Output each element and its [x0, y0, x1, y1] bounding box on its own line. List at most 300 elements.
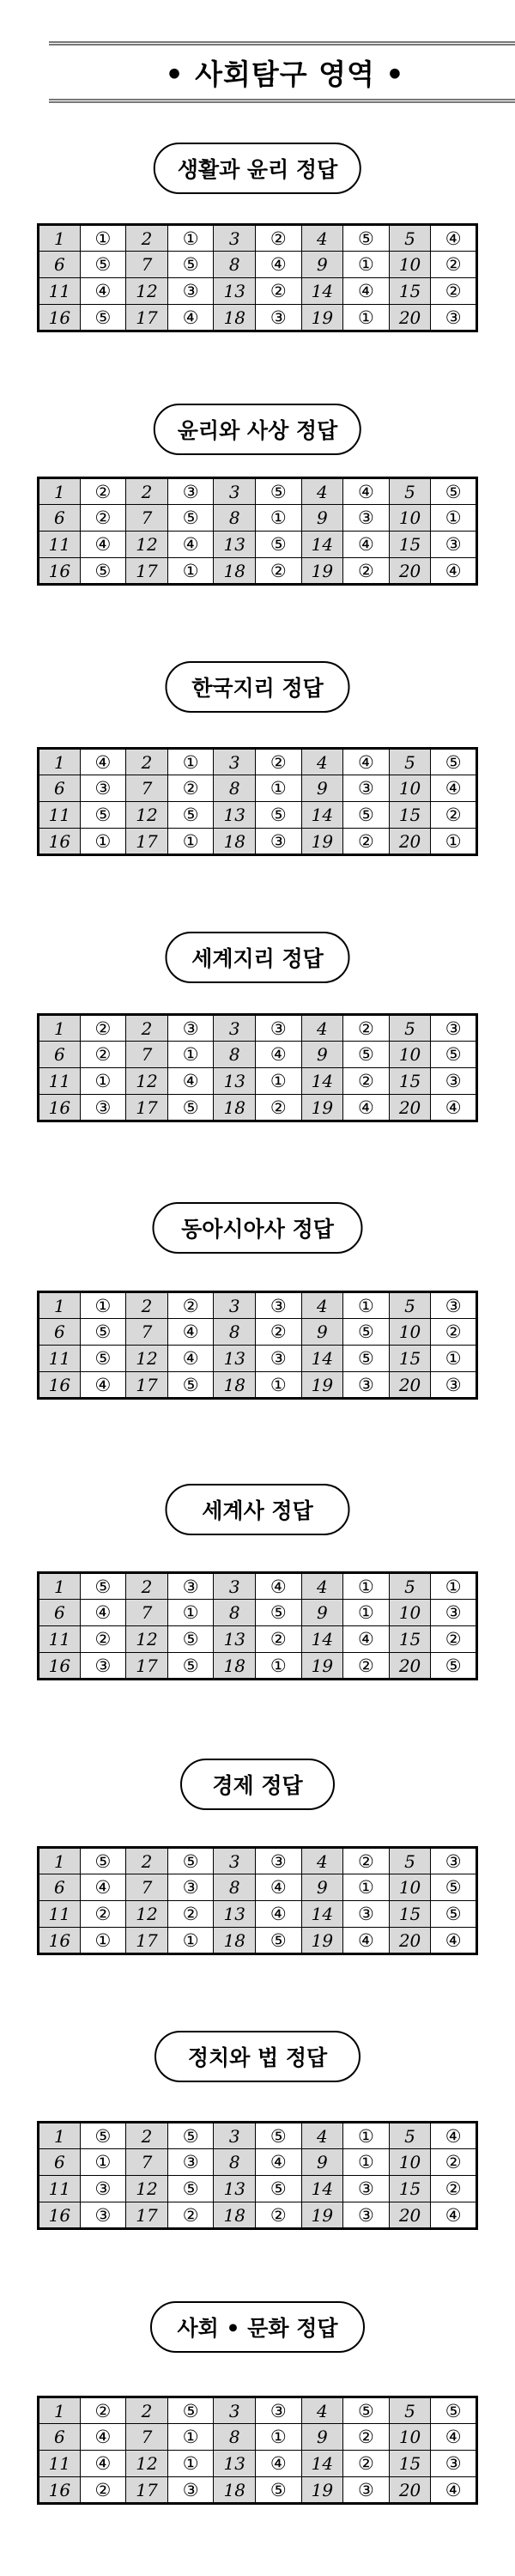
- answer-table: [37, 477, 478, 586]
- answer-value: ④: [167, 1068, 214, 1095]
- question-number: 18: [214, 2477, 256, 2504]
- answer-value: ⑤: [256, 478, 302, 505]
- answer-value: ④: [167, 1319, 214, 1346]
- section-title: 경제 정답: [212, 1773, 303, 1798]
- answer-value: ①: [167, 1042, 214, 1068]
- question-number: 8: [214, 1600, 256, 1626]
- answer-value: ⑤: [343, 1319, 390, 1346]
- table-row: [39, 1626, 477, 1653]
- question-number: 7: [126, 1042, 168, 1068]
- answer-value: ⑤: [256, 2123, 302, 2149]
- table-row: [39, 1068, 477, 1095]
- answer-value: ⑤: [343, 802, 390, 829]
- question-number: 17: [126, 1372, 168, 1399]
- answer-value: ④: [431, 2123, 477, 2149]
- question-number: 12: [126, 1901, 168, 1928]
- question-number: 4: [301, 2397, 343, 2424]
- answer-value: ④: [167, 305, 214, 331]
- question-number: 5: [389, 1573, 431, 1600]
- answer-value: ⑤: [343, 2397, 390, 2424]
- answer-value: ④: [80, 2451, 126, 2477]
- question-number: 14: [301, 278, 343, 305]
- question-number: 18: [214, 1372, 256, 1399]
- answer-value: ③: [167, 1015, 214, 1042]
- answer-value: ⑤: [256, 1600, 302, 1626]
- answer-value: ⑤: [80, 558, 126, 585]
- question-number: 10: [389, 1874, 431, 1901]
- answer-value: ⑤: [256, 802, 302, 829]
- question-number: 8: [214, 505, 256, 532]
- section-title-pill: [154, 2031, 360, 2082]
- answer-value: ④: [343, 1928, 390, 1954]
- answer-value: ②: [167, 775, 214, 802]
- question-number: 5: [389, 225, 431, 252]
- table-row: [39, 1015, 477, 1042]
- question-number: 6: [39, 252, 81, 278]
- question-number: 5: [389, 1292, 431, 1319]
- question-number: 12: [126, 802, 168, 829]
- answer-value: ⑤: [167, 252, 214, 278]
- question-number: 13: [214, 532, 256, 558]
- answer-value: ④: [256, 1042, 302, 1068]
- answer-table: [37, 1291, 478, 1400]
- answer-value: ③: [80, 1095, 126, 1121]
- question-number: 13: [214, 1346, 256, 1372]
- question-number: 18: [214, 305, 256, 331]
- answer-value: ①: [343, 252, 390, 278]
- table-row: [39, 1095, 477, 1121]
- table-row: [39, 1653, 477, 1680]
- section-title-pill: [150, 2301, 365, 2353]
- question-number: 2: [126, 2123, 168, 2149]
- answer-value: ①: [256, 775, 302, 802]
- question-number: 7: [126, 2424, 168, 2451]
- answer-value: ④: [256, 1901, 302, 1928]
- question-number: 9: [301, 1874, 343, 1901]
- question-number: 7: [126, 775, 168, 802]
- answer-value: ④: [256, 252, 302, 278]
- answer-value: ④: [256, 1573, 302, 1600]
- answer-value: ①: [343, 1874, 390, 1901]
- answer-value: ②: [343, 829, 390, 855]
- question-number: 20: [389, 1095, 431, 1121]
- answer-value: ⑤: [80, 1573, 126, 1600]
- answer-value: ③: [167, 1573, 214, 1600]
- question-number: 14: [301, 532, 343, 558]
- answer-table: [37, 2396, 478, 2505]
- answer-value: ③: [167, 2477, 214, 2504]
- answer-value: ②: [256, 225, 302, 252]
- question-number: 9: [301, 2149, 343, 2176]
- answer-value: ①: [80, 1292, 126, 1319]
- question-number: 3: [214, 2397, 256, 2424]
- question-number: 8: [214, 1874, 256, 1901]
- answer-value: ④: [431, 558, 477, 585]
- question-number: 17: [126, 2477, 168, 2504]
- question-number: 3: [214, 1015, 256, 1042]
- question-number: 19: [301, 829, 343, 855]
- answer-value: ④: [256, 2149, 302, 2176]
- question-number: 6: [39, 1319, 81, 1346]
- answer-value: ③: [431, 1600, 477, 1626]
- answer-value: ③: [256, 1346, 302, 1372]
- question-number: 7: [126, 2149, 168, 2176]
- table-row: [39, 2477, 477, 2504]
- question-number: 14: [301, 1068, 343, 1095]
- answer-value: ②: [80, 1626, 126, 1653]
- answer-value: ①: [167, 1600, 214, 1626]
- question-number: 3: [214, 1292, 256, 1319]
- question-number: 19: [301, 1928, 343, 1954]
- answer-value: ③: [431, 532, 477, 558]
- answer-value: ②: [80, 478, 126, 505]
- question-number: 3: [214, 1848, 256, 1874]
- question-number: 11: [39, 1901, 81, 1928]
- question-number: 14: [301, 1901, 343, 1928]
- answer-value: ④: [80, 532, 126, 558]
- question-number: 12: [126, 2176, 168, 2202]
- answer-value: ⑤: [343, 1042, 390, 1068]
- question-number: 17: [126, 2202, 168, 2229]
- question-number: 17: [126, 1653, 168, 1680]
- question-number: 10: [389, 1042, 431, 1068]
- answer-value: ②: [80, 2477, 126, 2504]
- question-number: 18: [214, 1928, 256, 1954]
- answer-value: ①: [431, 505, 477, 532]
- question-number: 1: [39, 1848, 81, 1874]
- question-number: 14: [301, 1626, 343, 1653]
- question-number: 18: [214, 829, 256, 855]
- answer-table: [37, 1571, 478, 1680]
- answer-value: ②: [431, 252, 477, 278]
- answer-value: ④: [256, 1874, 302, 1901]
- table-row: [39, 2397, 477, 2424]
- answer-value: ③: [256, 1848, 302, 1874]
- answer-value: ④: [256, 2451, 302, 2477]
- answer-value: ③: [256, 829, 302, 855]
- answer-value: ①: [431, 1346, 477, 1372]
- answer-value: ⑤: [431, 478, 477, 505]
- answer-value: ①: [256, 1068, 302, 1095]
- table-row: [39, 2424, 477, 2451]
- answer-value: ⑤: [80, 305, 126, 331]
- answer-value: ②: [80, 2397, 126, 2424]
- table-row: [39, 1600, 477, 1626]
- answer-value: ⑤: [256, 2477, 302, 2504]
- question-number: 11: [39, 802, 81, 829]
- question-number: 16: [39, 829, 81, 855]
- question-number: 13: [214, 802, 256, 829]
- question-number: 4: [301, 2123, 343, 2149]
- answer-value: ⑤: [343, 1346, 390, 1372]
- question-number: 4: [301, 1573, 343, 1600]
- question-number: 10: [389, 2149, 431, 2176]
- answer-value: ①: [343, 2149, 390, 2176]
- table-row: [39, 1573, 477, 1600]
- answer-value: ④: [80, 1600, 126, 1626]
- question-number: 11: [39, 1346, 81, 1372]
- section-title: 세계사 정답: [202, 1498, 313, 1523]
- table-row: [39, 749, 477, 775]
- question-number: 8: [214, 2424, 256, 2451]
- question-number: 11: [39, 1068, 81, 1095]
- answer-value: ①: [256, 1653, 302, 1680]
- answer-value: ②: [431, 1626, 477, 1653]
- answer-value: ②: [256, 558, 302, 585]
- table-row: [39, 1901, 477, 1928]
- question-number: 12: [126, 1068, 168, 1095]
- question-number: 5: [389, 1848, 431, 1874]
- question-number: 2: [126, 1573, 168, 1600]
- question-number: 7: [126, 1319, 168, 1346]
- table-row: [39, 1319, 477, 1346]
- answer-value: ③: [167, 278, 214, 305]
- question-number: 11: [39, 278, 81, 305]
- answer-value: ④: [343, 749, 390, 775]
- answer-value: ⑤: [167, 505, 214, 532]
- question-number: 9: [301, 252, 343, 278]
- answer-value: ③: [431, 1372, 477, 1399]
- answer-value: ②: [431, 278, 477, 305]
- answer-value: ④: [431, 2202, 477, 2229]
- question-number: 17: [126, 1928, 168, 1954]
- question-number: 7: [126, 505, 168, 532]
- answer-value: ①: [167, 2424, 214, 2451]
- table-row: [39, 802, 477, 829]
- answer-value: ②: [80, 505, 126, 532]
- question-number: 9: [301, 775, 343, 802]
- question-number: 15: [389, 1346, 431, 1372]
- answer-value: ⑤: [167, 2123, 214, 2149]
- answer-value: ④: [343, 1095, 390, 1121]
- question-number: 11: [39, 2451, 81, 2477]
- question-number: 19: [301, 305, 343, 331]
- question-number: 18: [214, 558, 256, 585]
- question-number: 18: [214, 2202, 256, 2229]
- answer-value: ③: [431, 305, 477, 331]
- question-number: 15: [389, 278, 431, 305]
- question-number: 2: [126, 478, 168, 505]
- answer-value: ①: [167, 2451, 214, 2477]
- answer-value: ⑤: [431, 749, 477, 775]
- question-number: 12: [126, 278, 168, 305]
- answer-value: ②: [343, 2451, 390, 2477]
- question-number: 2: [126, 1292, 168, 1319]
- answer-value: ④: [80, 1874, 126, 1901]
- answer-value: ①: [431, 829, 477, 855]
- question-number: 10: [389, 505, 431, 532]
- section-title: 윤리와 사상 정답: [177, 418, 338, 443]
- question-number: 17: [126, 829, 168, 855]
- table-row: [39, 829, 477, 855]
- question-number: 4: [301, 478, 343, 505]
- answer-value: ④: [80, 278, 126, 305]
- answer-value: ③: [256, 1015, 302, 1042]
- answer-value: ⑤: [431, 1653, 477, 1680]
- question-number: 8: [214, 1319, 256, 1346]
- question-number: 8: [214, 775, 256, 802]
- question-number: 5: [389, 2123, 431, 2149]
- question-number: 18: [214, 1095, 256, 1121]
- answer-value: ①: [256, 2424, 302, 2451]
- answer-value: ⑤: [80, 1346, 126, 1372]
- table-row: [39, 1042, 477, 1068]
- question-number: 16: [39, 1095, 81, 1121]
- answer-value: ③: [343, 1901, 390, 1928]
- answer-table: [37, 1846, 478, 1955]
- question-number: 16: [39, 1653, 81, 1680]
- answer-value: ③: [343, 505, 390, 532]
- question-number: 1: [39, 1573, 81, 1600]
- section-title-pill: [166, 1484, 350, 1535]
- answer-value: ①: [256, 1372, 302, 1399]
- answer-value: ①: [431, 1573, 477, 1600]
- question-number: 16: [39, 2477, 81, 2504]
- answer-value: ④: [343, 278, 390, 305]
- table-row: [39, 2123, 477, 2149]
- answer-value: ②: [343, 1068, 390, 1095]
- table-row: [39, 1848, 477, 1874]
- question-number: 19: [301, 1095, 343, 1121]
- answer-value: ③: [256, 1292, 302, 1319]
- answer-value: ①: [167, 558, 214, 585]
- answer-value: ③: [431, 1848, 477, 1874]
- question-number: 15: [389, 1901, 431, 1928]
- question-number: 13: [214, 1068, 256, 1095]
- answer-value: ⑤: [167, 802, 214, 829]
- question-number: 9: [301, 1600, 343, 1626]
- question-number: 11: [39, 1626, 81, 1653]
- answer-value: ③: [431, 1292, 477, 1319]
- question-number: 5: [389, 478, 431, 505]
- answer-value: ④: [167, 1346, 214, 1372]
- answer-value: ⑤: [167, 1653, 214, 1680]
- answer-value: ①: [80, 829, 126, 855]
- question-number: 17: [126, 1095, 168, 1121]
- answer-value: ④: [431, 225, 477, 252]
- section-title: 한국지리 정답: [191, 676, 324, 701]
- answer-value: ④: [343, 478, 390, 505]
- answer-value: ①: [167, 1928, 214, 1954]
- question-number: 13: [214, 2176, 256, 2202]
- answer-value: ③: [431, 2451, 477, 2477]
- table-row: [39, 478, 477, 505]
- answer-value: ②: [256, 1626, 302, 1653]
- answer-value: ⑤: [256, 2176, 302, 2202]
- table-row: [39, 532, 477, 558]
- question-number: 14: [301, 802, 343, 829]
- table-row: [39, 225, 477, 252]
- answer-value: ①: [80, 2149, 126, 2176]
- question-number: 2: [126, 749, 168, 775]
- answer-value: ⑤: [80, 252, 126, 278]
- section-title: 동아시아사 정답: [181, 1217, 334, 1242]
- question-number: 6: [39, 775, 81, 802]
- question-number: 3: [214, 1573, 256, 1600]
- question-number: 14: [301, 2176, 343, 2202]
- answer-value: ③: [167, 478, 214, 505]
- table-row: [39, 1346, 477, 1372]
- answer-value: ②: [343, 2424, 390, 2451]
- answer-value: ④: [343, 1626, 390, 1653]
- question-number: 6: [39, 1600, 81, 1626]
- question-number: 2: [126, 2397, 168, 2424]
- question-number: 20: [389, 1928, 431, 1954]
- question-number: 20: [389, 1372, 431, 1399]
- question-number: 4: [301, 1848, 343, 1874]
- question-number: 9: [301, 2424, 343, 2451]
- answer-value: ③: [167, 1874, 214, 1901]
- answer-value: ⑤: [343, 225, 390, 252]
- answer-value: ②: [343, 1848, 390, 1874]
- question-number: 2: [126, 1015, 168, 1042]
- question-number: 20: [389, 2202, 431, 2229]
- answer-value: ②: [431, 1319, 477, 1346]
- table-row: [39, 305, 477, 331]
- question-number: 15: [389, 532, 431, 558]
- question-number: 8: [214, 252, 256, 278]
- answer-value: ⑤: [80, 2123, 126, 2149]
- question-number: 9: [301, 505, 343, 532]
- question-number: 3: [214, 478, 256, 505]
- question-number: 11: [39, 532, 81, 558]
- question-number: 2: [126, 225, 168, 252]
- table-row: [39, 252, 477, 278]
- answer-value: ⑤: [256, 532, 302, 558]
- question-number: 5: [389, 749, 431, 775]
- answer-value: ③: [80, 1653, 126, 1680]
- question-number: 20: [389, 558, 431, 585]
- section-title-pill: [166, 932, 350, 983]
- table-row: [39, 2202, 477, 2229]
- answer-value: ①: [167, 749, 214, 775]
- page-title: • 사회탐구 영역 •: [165, 57, 405, 91]
- answer-value: ④: [167, 532, 214, 558]
- question-number: 10: [389, 1319, 431, 1346]
- section-title-pill: [154, 404, 361, 455]
- answer-value: ⑤: [431, 2397, 477, 2424]
- answer-value: ③: [80, 2176, 126, 2202]
- question-number: 4: [301, 749, 343, 775]
- page-title-banner: [49, 41, 515, 103]
- answer-value: ③: [167, 2149, 214, 2176]
- question-number: 6: [39, 2149, 81, 2176]
- question-number: 20: [389, 1653, 431, 1680]
- answer-value: ②: [256, 1319, 302, 1346]
- question-number: 7: [126, 252, 168, 278]
- question-number: 14: [301, 2451, 343, 2477]
- answer-value: ④: [431, 2477, 477, 2504]
- question-number: 17: [126, 305, 168, 331]
- answer-value: ①: [343, 1600, 390, 1626]
- question-number: 1: [39, 225, 81, 252]
- answer-value: ③: [80, 2202, 126, 2229]
- table-row: [39, 775, 477, 802]
- question-number: 1: [39, 2123, 81, 2149]
- question-number: 13: [214, 1626, 256, 1653]
- question-number: 1: [39, 1292, 81, 1319]
- answer-value: ④: [431, 1095, 477, 1121]
- table-row: [39, 1928, 477, 1954]
- section-title: 정치와 법 정답: [187, 2045, 328, 2070]
- question-number: 8: [214, 1042, 256, 1068]
- question-number: 12: [126, 2451, 168, 2477]
- answer-value: ③: [256, 2397, 302, 2424]
- table-row: [39, 505, 477, 532]
- answer-value: ②: [167, 1292, 214, 1319]
- answer-value: ③: [431, 1015, 477, 1042]
- answer-table: [37, 747, 478, 856]
